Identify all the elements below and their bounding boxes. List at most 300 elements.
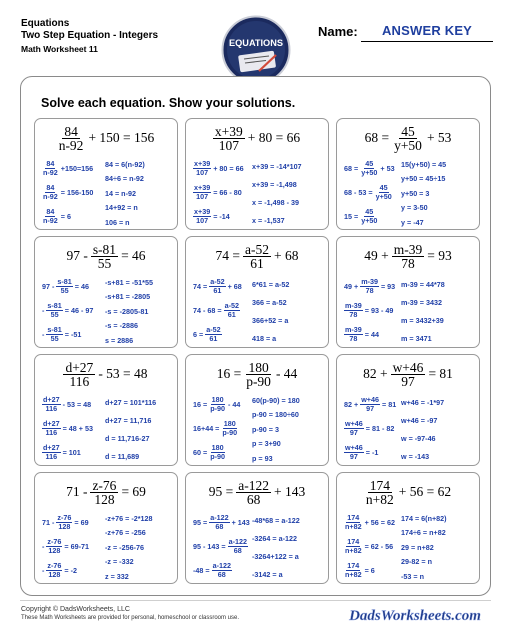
equation-text: = 69 xyxy=(121,484,146,499)
solution-step: 84÷6 = n-92 xyxy=(105,174,144,184)
problem-equation xyxy=(186,241,328,271)
equation-text: 71 - xyxy=(42,517,55,527)
numerator: 180 xyxy=(211,394,224,404)
equation-text: - xyxy=(42,541,45,551)
solution-steps-left xyxy=(192,274,243,346)
solution-step: -3264 = a-122 xyxy=(252,533,297,543)
solution-step: -s+81 = -2805 xyxy=(105,292,151,302)
equation-text: = -51 xyxy=(64,329,82,339)
fraction xyxy=(91,243,118,270)
equation-text: = 62 - 56 xyxy=(364,541,394,551)
equation-text: 16+44 = xyxy=(193,423,220,433)
fraction xyxy=(364,479,396,506)
equation-text: = 6 xyxy=(364,565,375,575)
fraction xyxy=(224,302,240,319)
numerator: 174 xyxy=(347,560,360,570)
denominator: 68 xyxy=(246,491,261,507)
fraction xyxy=(57,125,86,152)
denominator: 61 xyxy=(213,285,222,295)
fraction xyxy=(42,208,59,225)
problem-card xyxy=(336,472,480,584)
solution-steps-left xyxy=(343,156,396,228)
numerator: x+39 xyxy=(194,206,211,216)
equation-text: 6 = xyxy=(193,329,204,339)
equation-text: + 56 = 62 xyxy=(398,484,452,499)
solution-step xyxy=(41,510,90,534)
equation-text: 15 = xyxy=(344,211,359,221)
name-underline xyxy=(361,41,493,42)
fraction xyxy=(42,160,59,177)
worksheet-title: Equations xyxy=(21,18,70,29)
solution-steps-right xyxy=(252,275,289,347)
denominator: 78 xyxy=(401,255,415,271)
fraction xyxy=(392,243,425,270)
fraction xyxy=(56,514,72,531)
solution-step xyxy=(343,180,396,204)
denominator: n+82 xyxy=(345,521,362,531)
equation-text: + 80 = 66 xyxy=(213,163,244,173)
solution-step xyxy=(41,298,94,322)
denominator: y+50 xyxy=(361,215,378,225)
solution-steps-right xyxy=(401,511,447,584)
solution-step: 15(y+50) = 45 xyxy=(401,159,447,169)
solution-step xyxy=(343,534,396,558)
equation-text: = 69 xyxy=(74,517,89,527)
numerator: 180 xyxy=(223,418,236,428)
fraction xyxy=(46,562,62,579)
solution-step: 60(p-90) = 180 xyxy=(252,395,300,405)
solution-step xyxy=(41,274,94,298)
denominator: 78 xyxy=(349,309,358,319)
equation-text: 82 + xyxy=(363,366,388,381)
equation-text: 60 = xyxy=(193,447,208,457)
problem-card xyxy=(34,472,178,584)
denominator: 107 xyxy=(218,137,239,153)
denominator: 55 xyxy=(50,309,59,319)
solution-step: p-90 = 180÷60 xyxy=(252,410,299,420)
denominator: p-90 xyxy=(210,451,225,461)
equation-text: - 44 xyxy=(275,366,298,381)
solution-step: -z+76 = -256 xyxy=(105,528,146,538)
denominator: 78 xyxy=(365,285,374,295)
solution-step xyxy=(41,204,94,228)
equation-text: + 143 xyxy=(231,517,250,527)
denominator: n-92 xyxy=(58,137,84,153)
solution-step: z = 332 xyxy=(105,571,129,581)
fraction xyxy=(360,160,378,177)
solution-step xyxy=(343,298,396,322)
denominator: 61 xyxy=(250,255,264,271)
solution-step xyxy=(192,322,243,346)
solution-steps-right xyxy=(252,157,302,229)
solution-step xyxy=(41,558,90,582)
brand-text: DadsWorksheets.com xyxy=(349,608,481,624)
solution-step xyxy=(41,322,94,346)
denominator: p-90 xyxy=(222,427,238,437)
denominator: 116 xyxy=(45,403,58,413)
footer-divider xyxy=(20,600,491,601)
solution-step: -s = -2886 xyxy=(105,321,138,331)
equation-text: - 44 xyxy=(227,399,241,409)
equation-text: = 156-150 xyxy=(60,187,94,197)
equation-text: - xyxy=(42,329,45,339)
solution-step: -48*68 = a-122 xyxy=(252,515,300,525)
solution-step: p = 93 xyxy=(252,453,273,463)
numerator: z-76 xyxy=(47,536,62,546)
solution-steps-left xyxy=(192,510,251,582)
solution-step: w+46 = -97 xyxy=(401,415,438,425)
numerator: z-76 xyxy=(57,512,72,522)
fraction xyxy=(212,562,232,579)
numerator: 180 xyxy=(211,442,224,452)
solution-step: 106 = n xyxy=(105,217,130,227)
solution-step xyxy=(343,274,396,298)
fraction xyxy=(209,278,225,295)
equation-text: + 53 xyxy=(426,130,452,145)
numerator: x+39 xyxy=(194,182,211,192)
solution-step: d = 11,689 xyxy=(105,451,140,461)
equation-text: = 93 xyxy=(427,248,452,263)
solution-step: y+50 = 3 xyxy=(401,188,430,198)
solution-step: m-39 = 3432 xyxy=(401,297,442,307)
solution-step: -3264+122 = a xyxy=(252,551,299,561)
denominator: 107 xyxy=(196,167,209,177)
solution-step xyxy=(192,274,243,298)
numerator: 45 xyxy=(379,182,388,192)
equation-text: +150=156 xyxy=(60,163,94,173)
brand-logo xyxy=(340,603,490,627)
solution-steps-right xyxy=(401,157,446,230)
solution-step: y = 3-50 xyxy=(401,203,428,213)
solution-step: -3142 = a xyxy=(252,569,283,579)
numerator: a-52 xyxy=(210,276,225,286)
equation-text: = 6 xyxy=(60,211,71,221)
numerator: d+27 xyxy=(65,359,94,375)
equation-text: 71 - xyxy=(66,484,88,499)
solution-step: p-90 = 3 xyxy=(252,424,279,434)
solution-step: w = -97-46 xyxy=(401,433,436,443)
solution-step: x = -1,498 - 39 xyxy=(252,197,299,207)
denominator: 128 xyxy=(48,545,61,555)
solution-step xyxy=(192,180,245,204)
name-label: Name: xyxy=(318,24,358,39)
copyright-text: Copyright © DadsWorksheets, LLC xyxy=(21,606,130,613)
equation-text: 95 - 143 = xyxy=(193,541,226,551)
numerator: a-122 xyxy=(210,512,229,522)
denominator: n-92 xyxy=(43,167,58,177)
denominator: 55 xyxy=(60,285,69,295)
numerator: w+46 xyxy=(345,418,363,428)
solution-step xyxy=(192,156,245,180)
problem-equation xyxy=(186,123,328,153)
denominator: 55 xyxy=(50,333,59,343)
solution-step: x = -1,537 xyxy=(252,215,285,225)
fraction xyxy=(243,243,271,270)
solution-step: 14+92 = n xyxy=(105,203,138,213)
equation-text: = 93 - 49 xyxy=(364,305,394,315)
denominator: p-90 xyxy=(246,373,271,389)
fraction xyxy=(209,396,226,413)
solution-step: d+27 = 101*116 xyxy=(105,397,157,407)
numerator: 174 xyxy=(347,536,360,546)
fraction xyxy=(63,361,95,388)
fraction xyxy=(42,420,61,437)
solution-steps-left xyxy=(192,156,245,228)
denominator: 116 xyxy=(69,373,90,389)
numerator: 180 xyxy=(248,359,269,375)
numerator: z-76 xyxy=(47,560,62,570)
solution-steps-right xyxy=(252,393,300,466)
fraction xyxy=(391,361,426,388)
fraction xyxy=(344,514,363,531)
fraction xyxy=(344,444,364,461)
denominator: 55 xyxy=(97,255,112,271)
solution-step xyxy=(192,392,241,416)
numerator: 84 xyxy=(46,182,55,192)
problem-card xyxy=(34,236,178,348)
denominator: 97 xyxy=(401,373,415,389)
fraction xyxy=(205,326,221,343)
solution-step: 29-82 = n xyxy=(401,557,432,567)
equation-text: = 46 - 97 xyxy=(64,305,94,315)
solution-step xyxy=(41,534,90,558)
problem-equation xyxy=(337,477,479,507)
equation-text: 97 - xyxy=(66,248,88,263)
fraction xyxy=(344,562,363,579)
solution-step: 14 = n-92 xyxy=(105,188,136,198)
numerator: w+46 xyxy=(392,359,424,375)
equation-text: - 53 = 48 xyxy=(98,366,148,381)
problem-card xyxy=(336,354,480,466)
solution-step: 418 = a xyxy=(252,333,277,343)
denominator: p-90 xyxy=(210,403,225,413)
equation-text: = 93 xyxy=(380,281,396,291)
solution-step: 366 = a-52 xyxy=(252,297,287,307)
solution-step xyxy=(192,534,251,558)
denominator: 97 xyxy=(366,403,375,413)
solution-step: m = 3471 xyxy=(401,333,432,343)
solution-step: -z = -256-76 xyxy=(105,542,144,552)
denominator: n+82 xyxy=(345,569,362,579)
denominator: y+50 xyxy=(361,167,378,177)
solution-step xyxy=(343,392,397,416)
solution-step: m-39 = 44*78 xyxy=(401,279,445,289)
solution-step: -53 = n xyxy=(401,571,424,581)
denominator: 61 xyxy=(227,309,236,319)
equation-text: + 68 xyxy=(227,281,242,291)
numerator: w+46 xyxy=(345,442,363,452)
solution-step: 366+52 = a xyxy=(252,315,289,325)
solution-step: d+27 = 11,716 xyxy=(105,415,152,425)
problem-equation xyxy=(35,359,177,389)
fraction xyxy=(228,538,248,555)
fraction xyxy=(46,302,62,319)
numerator: s-81 xyxy=(47,300,62,310)
solution-step xyxy=(41,440,94,464)
numerator: 84 xyxy=(46,206,55,216)
equation-text: - xyxy=(42,305,45,315)
solution-steps-left xyxy=(41,274,94,346)
equations-logo xyxy=(221,15,291,85)
numerator: m-39 xyxy=(345,300,362,310)
equation-text: + 150 = 156 xyxy=(88,130,155,145)
usage-notice: These Math Worksheets are provided for personal, homeschool or classroom use. xyxy=(21,615,239,621)
fraction xyxy=(221,420,238,437)
solution-step xyxy=(343,156,396,180)
solution-step xyxy=(192,558,251,582)
fraction xyxy=(392,125,424,152)
solution-step xyxy=(343,204,396,228)
equation-text: 95 = xyxy=(193,517,208,527)
solution-steps-right xyxy=(105,393,156,465)
solution-step: 174÷6 = n+82 xyxy=(401,528,446,538)
numerator: a-52 xyxy=(206,324,221,334)
fraction xyxy=(344,302,363,319)
problem-card xyxy=(185,118,329,230)
problem-equation xyxy=(186,477,328,507)
equation-text: 49 + xyxy=(344,281,359,291)
solution-step xyxy=(41,156,94,180)
numerator: d+27 xyxy=(43,394,60,404)
solution-steps-right xyxy=(105,157,145,230)
solution-steps-left xyxy=(41,392,94,464)
numerator: s-81 xyxy=(47,324,62,334)
solution-step: d = 11,716-27 xyxy=(105,433,150,443)
solution-step: w = -143 xyxy=(401,451,430,461)
numerator: w+46 xyxy=(361,394,379,404)
fraction xyxy=(42,396,61,413)
fraction xyxy=(193,184,211,201)
solution-step xyxy=(343,558,396,582)
equation-text: 49 + xyxy=(364,248,389,263)
numerator: m-39 xyxy=(345,324,362,334)
equation-text: 74 = xyxy=(193,281,208,291)
equation-text: + 56 = 62 xyxy=(364,517,395,527)
fraction xyxy=(209,444,226,461)
solution-step xyxy=(343,510,396,534)
solution-step xyxy=(41,392,94,416)
numerator: 45 xyxy=(401,123,415,139)
fraction xyxy=(360,208,378,225)
fraction xyxy=(46,326,62,343)
denominator: 107 xyxy=(196,191,209,201)
solution-step: 84 = 6(n-92) xyxy=(105,159,145,169)
solution-step: y = -47 xyxy=(401,217,424,227)
equation-text: + 143 xyxy=(274,484,306,499)
solution-steps-left xyxy=(343,274,396,346)
footer-copyright xyxy=(21,605,239,623)
equation-text: -48 = xyxy=(193,565,210,575)
solution-step: -s = -2805-81 xyxy=(105,306,149,316)
problem-card xyxy=(34,118,178,230)
solution-steps-right xyxy=(105,275,153,348)
equation-text: 68 = xyxy=(364,130,390,145)
fraction xyxy=(193,208,211,225)
denominator: 128 xyxy=(94,491,115,507)
fraction xyxy=(193,160,211,177)
equation-text: + 68 xyxy=(274,248,299,263)
fraction xyxy=(344,538,363,555)
solution-step: x+39 = -1,498 xyxy=(252,179,297,189)
solution-step xyxy=(41,416,94,440)
solution-step: m = 3432+39 xyxy=(401,315,444,325)
numerator: 174 xyxy=(347,512,360,522)
solution-step xyxy=(343,322,396,346)
solution-step xyxy=(343,440,397,464)
denominator: 68 xyxy=(233,545,242,555)
numerator: 45 xyxy=(365,158,374,168)
equation-text: = 69-71 xyxy=(64,541,89,551)
numerator: m-39 xyxy=(393,241,423,257)
solution-step: s = 2886 xyxy=(105,335,134,345)
numerator: 84 xyxy=(64,123,78,139)
fraction xyxy=(344,420,364,437)
numerator: a-122 xyxy=(228,536,247,546)
numerator: s-81 xyxy=(92,241,117,257)
numerator: 84 xyxy=(46,158,55,168)
fraction xyxy=(56,278,72,295)
solution-step xyxy=(192,510,251,534)
solution-step: 174 = 6(n+82) xyxy=(401,513,447,523)
problem-equation xyxy=(35,123,177,153)
fraction xyxy=(213,125,245,152)
solution-steps-right xyxy=(401,275,445,347)
solution-step xyxy=(192,204,245,228)
fraction xyxy=(42,444,61,461)
equation-text: = 48 + 53 xyxy=(62,423,93,433)
problem-equation xyxy=(35,477,177,507)
worksheet-subtitle: Two Step Equation - Integers xyxy=(21,30,159,41)
equation-text: = -14 xyxy=(213,211,230,221)
problem-card xyxy=(336,236,480,348)
equation-text: = 81 - 82 xyxy=(365,423,395,433)
problem-card xyxy=(185,236,329,348)
denominator: n-92 xyxy=(43,191,58,201)
solution-steps-left xyxy=(343,392,397,464)
fraction xyxy=(244,361,273,388)
denominator: 78 xyxy=(349,333,358,343)
equation-text: 74 = xyxy=(215,248,240,263)
fraction xyxy=(360,396,380,413)
numerator: 174 xyxy=(369,477,390,493)
equation-text: 68 - 53 = xyxy=(344,187,373,197)
fraction xyxy=(236,479,271,506)
fraction xyxy=(360,278,379,295)
solution-step xyxy=(192,298,243,322)
solution-step xyxy=(192,416,241,440)
problem-equation xyxy=(337,241,479,271)
denominator: 128 xyxy=(48,569,61,579)
solution-steps-right xyxy=(105,511,153,584)
denominator: y+50 xyxy=(375,191,392,201)
solution-step: x+39 = -14*107 xyxy=(252,161,302,171)
denominator: 68 xyxy=(217,569,226,579)
logo-text: EQUATIONS xyxy=(229,38,283,48)
numerator: z-76 xyxy=(92,477,117,493)
solution-step: y+50 = 45÷15 xyxy=(401,174,446,184)
solution-step xyxy=(192,440,241,464)
denominator: n-92 xyxy=(43,215,58,225)
problem-card xyxy=(34,354,178,466)
denominator: 116 xyxy=(45,427,58,437)
fraction xyxy=(344,326,363,343)
numerator: x+39 xyxy=(194,158,211,168)
fraction xyxy=(42,184,59,201)
denominator: 97 xyxy=(349,427,358,437)
problem-card xyxy=(185,472,329,584)
denominator: 97 xyxy=(349,451,358,461)
problem-card xyxy=(336,118,480,230)
